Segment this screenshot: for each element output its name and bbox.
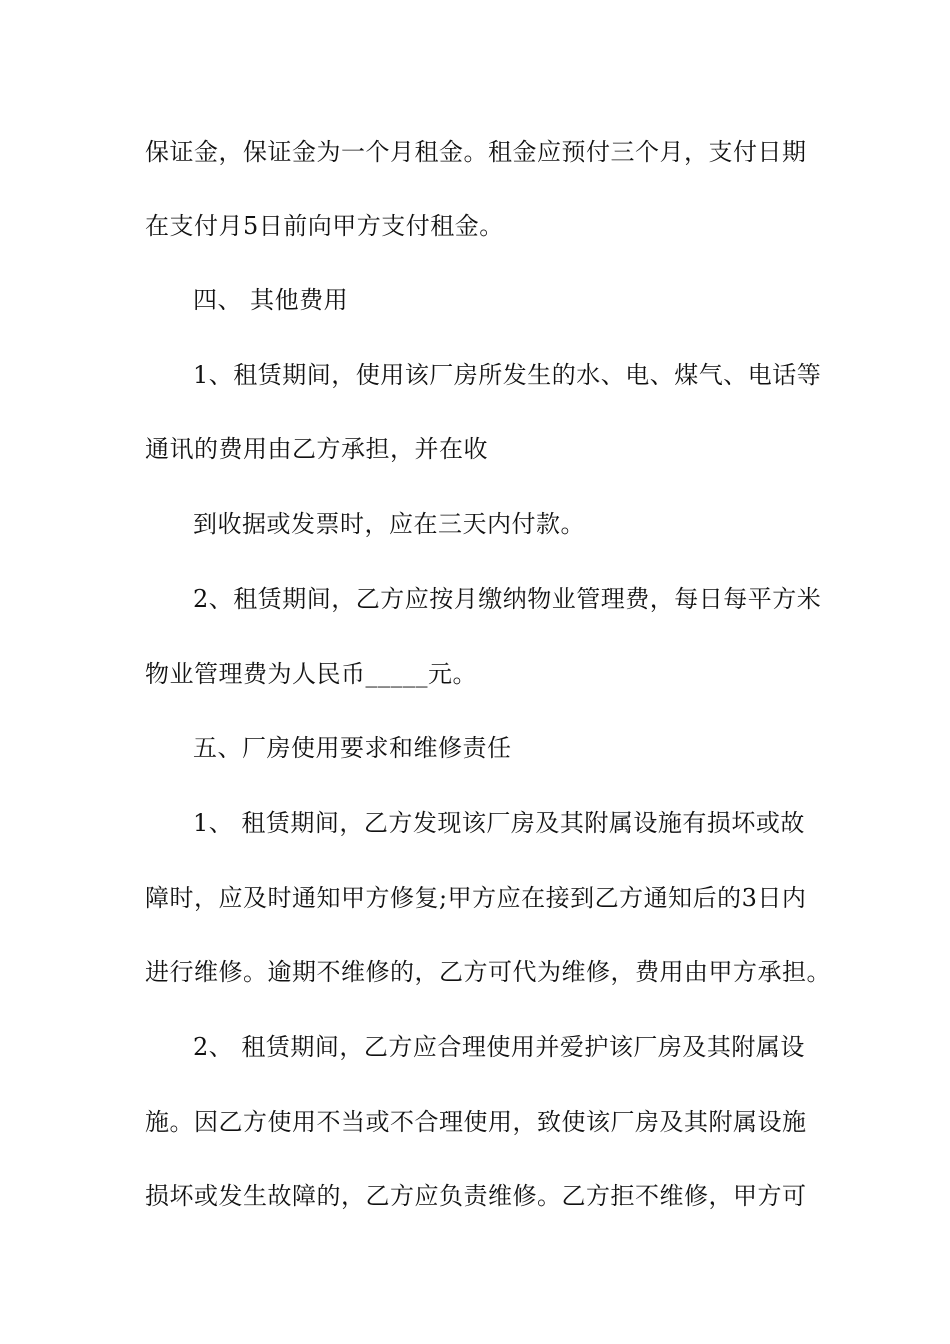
text-line-1: 保证金，保证金为一个月租金。租金应预付三个月，支付日期 [145, 138, 807, 166]
text-line-5: 通讯的费用由乙方承担，并在收 [145, 435, 488, 463]
section-heading-4: 四、 其他费用 [193, 286, 349, 314]
text-line-2: 在支付月5日前向甲方支付租金。 [145, 212, 504, 240]
section-heading-5: 五、厂房使用要求和维修责任 [193, 734, 512, 762]
text-line-10: 1、 租赁期间，乙方发现该厂房及其附属设施有损坏或故 [193, 809, 805, 837]
text-line-14: 施。因乙方使用不当或不合理使用，致使该厂房及其附属设施 [145, 1108, 807, 1136]
text-line-15: 损坏或发生故障的，乙方应负责维修。乙方拒不维修，甲方可 [145, 1182, 807, 1210]
text-line-7: 2、租赁期间，乙方应按月缴纳物业管理费，每日每平方米 [193, 585, 822, 613]
text-line-12: 进行维修。逾期不维修的，乙方可代为维修，费用由甲方承担。 [145, 958, 831, 986]
text-line-4: 1、租赁期间，使用该厂房所发生的水、电、煤气、电话等 [193, 361, 822, 389]
text-line-6: 到收据或发票时，应在三天内付款。 [193, 510, 585, 538]
text-line-11: 障时，应及时通知甲方修复;甲方应在接到乙方通知后的3日内 [145, 884, 807, 912]
text-line-8: 物业管理费为人民币_____元。 [145, 660, 477, 688]
text-line-13: 2、 租赁期间，乙方应合理使用并爱护该厂房及其附属设 [193, 1033, 805, 1061]
